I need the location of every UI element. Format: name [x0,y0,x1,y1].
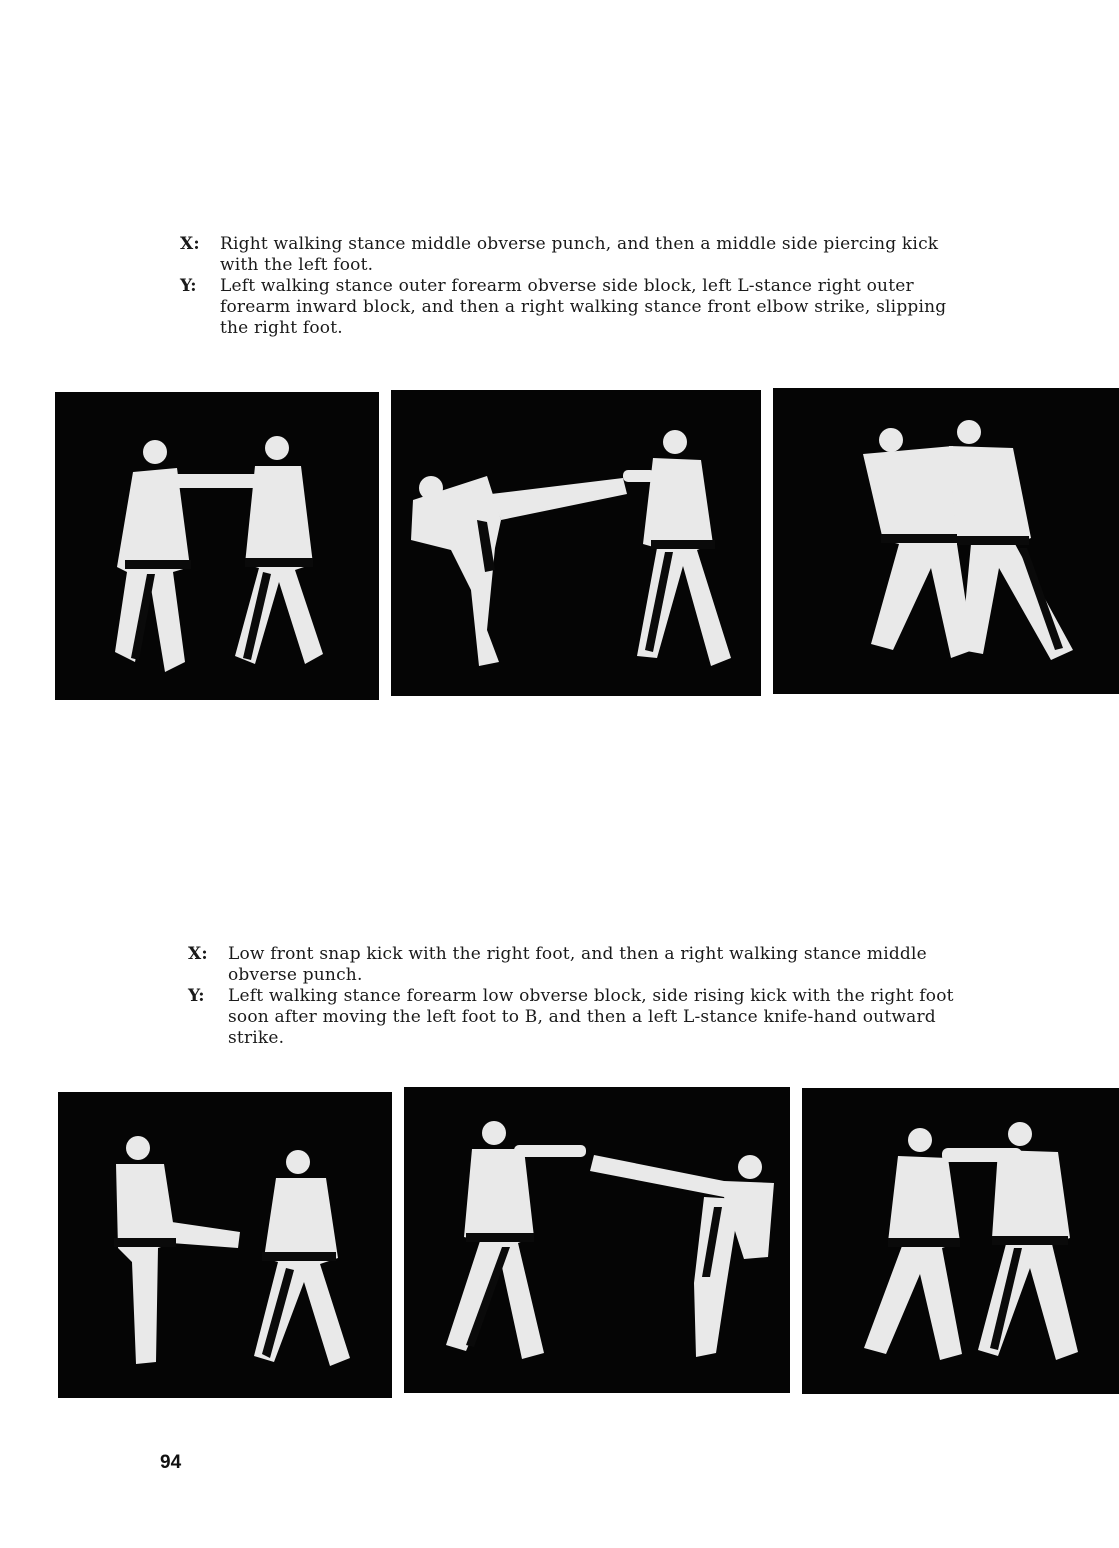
entry-label: Y: [188,986,205,1006]
section-2-entry-x [188,944,973,986]
photo-3-elbow-strike [773,388,1119,694]
photo-1-figures [55,392,379,700]
photo-4-figures [58,1092,392,1398]
photo-5-figures [404,1087,790,1393]
photo-3-figures [773,388,1119,694]
entry-text: Low front snap kick with the right foot, and then a right walking stance middle obverse punch. [228,944,927,985]
section-2-text [188,944,973,1049]
photo-6-knife-hand-strike [802,1088,1119,1394]
entry-label: Y: [180,276,197,296]
photo-2-side-kick [391,390,761,696]
section-1-entry-y [180,276,970,339]
entry-label: X: [180,234,200,254]
section-2-entry-y [188,986,973,1049]
section-1-text [180,234,970,339]
section-1-entry-x [180,234,970,276]
photo-1-punch [55,392,379,700]
photo-4-front-snap-kick [58,1092,392,1398]
photo-6-figures [802,1088,1119,1394]
entry-text: Left walking stance forearm low obverse block, side rising kick with the right foot soon after moving the left foot to B, and then a left L-stance knife-hand outward strike. [228,986,954,1048]
entry-label: X: [188,944,208,964]
entry-text: Left walking stance outer forearm obverse side block, left L-stance right outer forearm inward block, and then a right walking stance front elbow strike, slipping the right foot. [220,276,947,338]
photo-2-figures [391,390,761,696]
entry-text: Right walking stance middle obverse punch, and then a middle side piercing kick with the left foot. [220,234,939,275]
photo-5-side-rising-kick [404,1087,790,1393]
page-number: 94 [160,1452,182,1473]
